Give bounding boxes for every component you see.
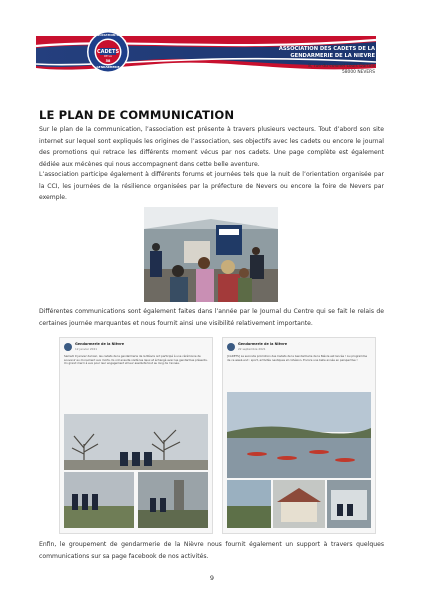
facebook-post-date: 22 septembre 2021: [238, 347, 266, 351]
association-line-1: ASSOCIATION DES CADETS DE LA: [278, 46, 375, 52]
page-avatar: [64, 343, 72, 351]
association-logo: [86, 30, 130, 74]
logo-top-text: ASSOCIATION DES: [92, 33, 124, 37]
facebook-post-text: Samedi 9 janvier dernier, les cadets de la gendarmerie de la Nièvre ont participé à une cérémonie de souvenir au monument aux morts. Ils ont ensuite visité les lieux et échangé avec les gendarmes présents. Un grand merci à eux pour leur engagement et leur assiduité tout au long de l’année.: [64, 354, 208, 366]
facebook-post-header: [227, 342, 371, 354]
logo-middle-text: CADETS: [96, 49, 120, 55]
facebook-post-2-photos: [227, 392, 371, 529]
facebook-post-2: [222, 337, 376, 534]
facebook-post-date: 12 janvier 2021: [75, 347, 98, 351]
paragraph-journal: Différentes communications sont également faites dans l’année par le Journal du Centre qui se fait le relais de certaines journée marquantes et nous fournit ainsi une visibilité relativement importante.: [39, 308, 384, 327]
logo-sub-text: DE LA: [104, 55, 112, 58]
forum-photo: [144, 207, 278, 302]
logo-number: 58: [105, 59, 111, 63]
paragraph-facebook: Enfin, le groupement de gendarmerie de la Nièvre nous fournit également un support à travers quelques communications sur sa page facebook de nos activités.: [39, 541, 384, 560]
association-name: [245, 46, 375, 59]
facebook-post-1: [59, 337, 213, 534]
logo-bottom-text: GENDARMERIE: [96, 65, 120, 69]
address-line-1: 8, rue du colonel Louis Dartois: [308, 64, 375, 69]
facebook-post-text: [CADETS] La seconde promotion des Cadets de la Gendarmerie de la Nièvre est lancée ! Au programme de ce week-end : sport, activités nautiques et cohésion. Encore une belle année en perspective !: [227, 354, 368, 362]
page-title: LE PLAN DE COMMUNICATION: [39, 108, 235, 122]
association-line-2: GENDARMERIE DE LA NIEVRE: [290, 52, 375, 59]
association-address: [235, 64, 375, 76]
page-avatar: [227, 343, 235, 351]
address-line-2: 58000 NEVERS: [341, 70, 375, 75]
page-number: 9: [209, 574, 215, 582]
facebook-page-name: Gendarmerie de la Nièvre: [238, 342, 288, 346]
paragraph-forums: L’association participe également à différents forums et journées tels que la nuit de l’orientation organisée par la CCI, les journées de la résilience organisées par la préfecture de Nevers ou encore la foire de Nevers par exemple.: [39, 171, 384, 202]
paragraph-website: Sur le plan de la communication, l’association est présente à travers plusieurs vecteurs. Tout d’abord son site internet sur lequel sont expliqués les origines de l’association, ses objectifs avec les cadets ou encore le journal des promotions qui retrace les différents moment vécus par nos cadets. Une page complète est également dédiée aux mécènes qui nous accompagnent dans cette belle aventure.: [39, 126, 384, 169]
facebook-page-name: Gendarmerie de la Nièvre: [75, 342, 125, 346]
facebook-post-header: [64, 342, 208, 354]
facebook-post-1-photos: [64, 414, 208, 529]
